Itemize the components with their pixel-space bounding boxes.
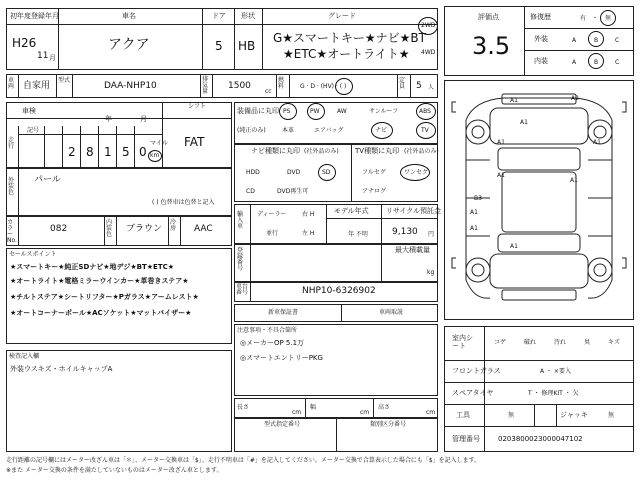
use-value: 自家用 xyxy=(23,81,51,91)
spare-value: T ・ 修理KIT ・ 欠 xyxy=(528,390,579,397)
color-code-label: カラーNo. xyxy=(7,219,17,244)
capacity-value: 5 xyxy=(416,81,422,91)
footer-line-2: ※また メーター交換の条件を満たしていないものはメーター改ざん車とします。 xyxy=(6,467,223,474)
mileage-label: 走行 xyxy=(8,137,15,150)
interior-color-value: ブラウン xyxy=(126,224,163,234)
mgmt-value: 0203800023000047102 xyxy=(498,435,583,443)
damage-mark-5: A1 xyxy=(593,139,601,146)
interior-color-label: 内装色 xyxy=(106,219,113,238)
tools-value: 無 xyxy=(508,412,515,419)
equip-aw: AW xyxy=(337,108,347,115)
nav-cd: CD xyxy=(246,188,255,195)
sales-line-1: ★スマートキー★純正SDナビ★地デジ★BT★ETC★ xyxy=(10,263,175,271)
doors-label: ドア xyxy=(212,12,226,20)
entry-label: 記号 xyxy=(27,127,40,134)
mileage-digit-1: 2 xyxy=(68,145,76,159)
equipment-note: (純正のみ) xyxy=(237,127,266,134)
bracket-rl xyxy=(452,258,456,268)
glass-label: フロントガラス xyxy=(452,367,501,375)
length-unit: cm xyxy=(292,409,302,416)
manual-label: 車両取説 xyxy=(379,309,404,316)
mileage-digit-4: 5 xyxy=(122,145,130,159)
sales-line-3: ★チルトステア★シートリフター★Pガラス★アームレスト★ xyxy=(10,293,199,301)
fuel-label: 燃料 xyxy=(278,77,285,90)
fuel-hv-circle xyxy=(335,78,353,95)
chassis-value: NHP10-6326902 xyxy=(302,286,376,296)
front-outline xyxy=(466,95,612,120)
interior-grade-c: C xyxy=(615,59,620,66)
damage-mark-9: A1 xyxy=(510,243,518,250)
model-value: アクア xyxy=(108,37,150,53)
bracket-fr xyxy=(622,102,626,112)
equipment-title: 装備品に丸印 xyxy=(237,107,279,115)
class-cert-label: 類別区分番号 xyxy=(370,421,407,428)
doors-value: 5 xyxy=(215,39,223,53)
tv-oneseg: ワンセグ xyxy=(404,169,429,176)
damage-mark-4: A1 xyxy=(497,139,505,146)
ac-label: 冷房 xyxy=(170,219,177,232)
seat-scratch: キズ xyxy=(608,339,620,346)
length-label: 長さ xyxy=(237,404,250,411)
nav-note: (社外品のみ) xyxy=(304,148,339,155)
type-label: 型式 xyxy=(58,77,71,84)
cc-unit: cc xyxy=(265,88,272,95)
equip-sunroof: サンルーフ xyxy=(369,108,399,115)
capacity-label: 定員 xyxy=(399,77,406,90)
seat-burn: コゲ xyxy=(494,339,507,346)
equip-tv: TV xyxy=(421,127,429,134)
right-side xyxy=(588,120,612,298)
damage-mark-3: A1 xyxy=(520,119,528,126)
model-year-label: モデル年式 xyxy=(334,207,369,215)
max-load-label: 最大積載量 xyxy=(395,246,430,254)
recycle-label: リサイクル預託金 xyxy=(386,207,442,215)
exterior-color-label: 外装色 xyxy=(8,177,15,196)
fuel-options: G · D · (HV) · ( ) xyxy=(300,83,347,90)
damage-mark-11: A1 xyxy=(570,177,578,184)
grade-line-1: G★スマートキー★ナビ★BT xyxy=(273,31,426,45)
tv-note: (社外品のみ) xyxy=(404,148,439,155)
unit-km: km xyxy=(150,152,160,159)
nav-sd: SD xyxy=(322,169,331,176)
grade-label: グレード xyxy=(328,12,356,20)
drive-4wd: 4WD xyxy=(421,49,436,56)
mileage-digit-3: 1 xyxy=(104,145,112,159)
bracket-fl xyxy=(452,102,456,112)
bracket-rr xyxy=(622,258,626,268)
interior-grade-label: 内装 xyxy=(534,57,548,65)
auction-sheet: 初年度登録年月 H26 11 月 車名 アクア ドア 5 形状 HB グレード G★スマートキー★ナビ★BT ★ETC★オートライト★ 2WD 4WD 車両 自家用 型式 DAA-NHP10 排気量 1500 cc 燃料 G · D · (HV) · ( ) 定員 5 人 車検 年 月 シフト FAT 走行 記号 2 8 1 5 0 マイル km 外装色 パール ( ) 色替車は色替と記入 カラーNo. 082 内装色 ブラウン 冷房 AAC セールスポイント ★スマートキー★純正SDナビ★地デジ★BT★ETC★ ★オートライト★電格ミラーウインカー★革巻きステア★ ★チルトステア★シートリフター★Pガラス★アームレスト★ ★オートコーナーポール★ACソケット★マットバイザー★ 検査記入欄 外装ウスキズ・ホイルキャップA 装備品に丸印 (純正のみ) PS PW AW サンルーフ ABS 本革 エアバッグ ナビ TV ナビ種類に丸印 (社外品のみ) TV種類に丸印 (社外品のみ) HDD DVD SD CD DVD再生可 フルセグ ワンセグ アナログ 輸入車 ディーラー 並行 右 H 左 H モデル年式 年 不明 リサイクル預託金 9,130 円 登録番号 最大積載量 kg 車台番号 NHP10-6326902 新車保証書 車両取説 注意事項・不具合箇所 ◎メーカーOP 5.1万 ◎スマートエントリーPKG 長さ cm 幅 cm 高さ cm 型式指定番号 類別区分番号 評価点 3.5 修復歴 有 ・ 無 外装 A B C 内装 A B C A2 A1 A1 A1 A1 A1 B3 A1 A1 A1 A1 室内シート コゲ 破れ 汚れ 臭 キズ フロントガラス A ・ ×要入 スペアタイヤ T ・ 修理KIT ・ 欠 工具 無 ジャッキ 無 管理番号 0203800023000047102 走行距離の記号欄にはメーター改ざん車は「＊」、メーター交換車は「$」、走行不明車は「#」を記入してください。メーター交換で合算表示した場合にも「$」を記入します。 ※また メーター交換の条件を満たしていないものはメーター改ざん車とします。 xyxy=(0,0,640,480)
interior-grade-b: B xyxy=(594,59,599,66)
rear-bumper xyxy=(502,290,576,300)
inspector-value: 外装ウスキズ・ホイルキャップA xyxy=(10,365,113,373)
displacement-label: 排気量 xyxy=(202,76,209,95)
trunk xyxy=(490,254,588,288)
inspector-label: 検査記入欄 xyxy=(9,353,40,360)
month-suffix: 月 xyxy=(49,54,56,62)
tools-label: 工具 xyxy=(456,411,470,419)
sales-line-4: ★オートコーナーポール★ACソケット★マットバイザー★ xyxy=(10,309,192,317)
drive-2wd: 2WD xyxy=(421,22,436,29)
exterior-grade-c: C xyxy=(615,37,620,44)
mileage-digit-5: 0 xyxy=(139,145,147,159)
exterior-grade-label: 外装 xyxy=(534,35,548,43)
wheel-fl xyxy=(466,120,490,144)
first-reg-month: 11 xyxy=(37,51,49,61)
equip-pw: PW xyxy=(310,108,320,115)
inspection-label: 車検 xyxy=(22,107,36,115)
model-year-value: 年 不明 xyxy=(348,231,368,238)
exterior-color-value: パール xyxy=(34,175,61,185)
interior-grade-a: A xyxy=(572,59,577,66)
import-right: 右 H xyxy=(302,211,315,218)
type-value: DAA-NHP10 xyxy=(104,81,157,91)
ac-value: AAC xyxy=(194,224,213,234)
damage-mark-6: A1 xyxy=(497,172,505,179)
import-parallel: 並行 xyxy=(266,230,279,237)
unit-mile: マイル xyxy=(150,140,168,147)
row2-box xyxy=(6,74,438,98)
inspection-month: 月 xyxy=(140,115,147,123)
capacity-unit: 人 xyxy=(428,84,435,91)
seat-dirt: 汚れ xyxy=(554,339,567,346)
width-label: 幅 xyxy=(310,404,317,411)
shift-value: FAT xyxy=(184,135,205,149)
recycle-unit: 円 xyxy=(428,231,435,238)
nav-hdd: HDD xyxy=(246,169,260,176)
windshield xyxy=(498,148,580,170)
car-diagram xyxy=(444,80,634,320)
dimension-box xyxy=(234,398,438,418)
docs-box xyxy=(234,304,438,322)
wheel-rl xyxy=(466,258,490,282)
warranty-label: 新車保証書 xyxy=(268,309,299,316)
sales-label: セールスポイント xyxy=(9,251,57,258)
tv-analog: アナログ xyxy=(362,188,387,195)
color-code-value: 082 xyxy=(50,224,68,234)
jack-label: ジャッキ xyxy=(560,411,588,419)
chassis-label: 車台番号 xyxy=(236,283,249,296)
shape-value: HB xyxy=(238,39,256,53)
equip-nav: ナビ xyxy=(375,127,388,134)
notice-line-2: ◎スマートエントリーPKG xyxy=(240,354,323,362)
displacement-value: 1500 xyxy=(228,81,251,91)
spare-label: スペアタイヤ xyxy=(452,389,494,397)
model-label: 車名 xyxy=(122,12,136,20)
glass-value: A ・ ×要入 xyxy=(540,368,571,375)
damage-mark-10: A1 xyxy=(470,225,478,232)
equip-airbag: エアバッグ xyxy=(314,127,344,134)
equip-leather: 本革 xyxy=(282,127,295,134)
repair-no: 無 xyxy=(605,15,612,22)
nav-dvd: DVD xyxy=(287,169,301,176)
color-note: ( ) 色替車は色替と記入 xyxy=(152,199,215,206)
exterior-grade-b: B xyxy=(594,37,599,44)
nav-title: ナビ種類に丸印 xyxy=(251,147,300,155)
recycle-value: 9,130 xyxy=(392,227,418,237)
tv-title: TV種類に丸印 xyxy=(355,147,400,155)
reg-label: 登録番号 xyxy=(237,247,244,272)
import-label: 輸入車 xyxy=(237,211,244,230)
roof xyxy=(502,172,576,232)
max-load-unit: kg xyxy=(427,269,435,276)
first-reg-year: H26 xyxy=(12,36,37,50)
damage-mark-1: A2 xyxy=(571,95,579,102)
equip-ps: PS xyxy=(283,108,291,115)
notice-label: 注意事項・不具合箇所 xyxy=(237,327,298,334)
mileage-digit-2: 8 xyxy=(86,145,94,159)
mgmt-label: 管理番号 xyxy=(452,435,480,443)
inspection-year: 年 xyxy=(105,115,112,123)
import-dealer: ディーラー xyxy=(257,211,287,218)
shift-label: シフト xyxy=(188,103,207,110)
seat-label: 室内シート xyxy=(452,334,473,351)
repair-label: 修復歴 xyxy=(530,13,551,21)
shape-label: 形状 xyxy=(241,12,255,20)
score-value: 3.5 xyxy=(472,32,511,60)
damage-mark-2: A1 xyxy=(510,97,518,104)
width-unit: cm xyxy=(360,409,370,416)
wheel-rr xyxy=(588,258,612,282)
nav-dvd-play: DVD再生可 xyxy=(277,188,309,195)
type-cert-label: 型式指定番号 xyxy=(264,421,301,428)
seat-tear: 破れ xyxy=(524,339,537,346)
plate-label: 車両 xyxy=(8,77,15,90)
damage-mark-7: B3 xyxy=(474,195,482,202)
score-label: 評価点 xyxy=(478,13,499,21)
height-unit: cm xyxy=(426,409,436,416)
import-left: 左 H xyxy=(302,230,315,237)
footer-line-1: 走行距離の記号欄にはメーター改ざん車は「＊」、メーター交換車は「$」、走行不明車は「#」を記入してください。メーター交換で合算表示した場合にも「$」を記入します。 xyxy=(6,457,481,464)
tv-fullseg: フルセグ xyxy=(362,169,386,176)
damage-mark-8: A1 xyxy=(470,209,478,216)
height-label: 高さ xyxy=(378,404,391,411)
jack-value: 無 xyxy=(608,412,615,419)
equip-abs: ABS xyxy=(419,108,431,115)
exterior-grade-a: A xyxy=(572,37,577,44)
sales-line-2: ★オートライト★電格ミラーウインカー★革巻きステア★ xyxy=(10,277,189,285)
seat-odor: 臭 xyxy=(584,339,591,346)
repair-yes: 有 xyxy=(580,15,587,22)
notice-line-1: ◎メーカーOP 5.1万 xyxy=(240,339,305,347)
grade-line-2: ★ETC★オートライト★ xyxy=(283,47,410,61)
first-reg-label: 初年度登録年月 xyxy=(10,12,59,20)
